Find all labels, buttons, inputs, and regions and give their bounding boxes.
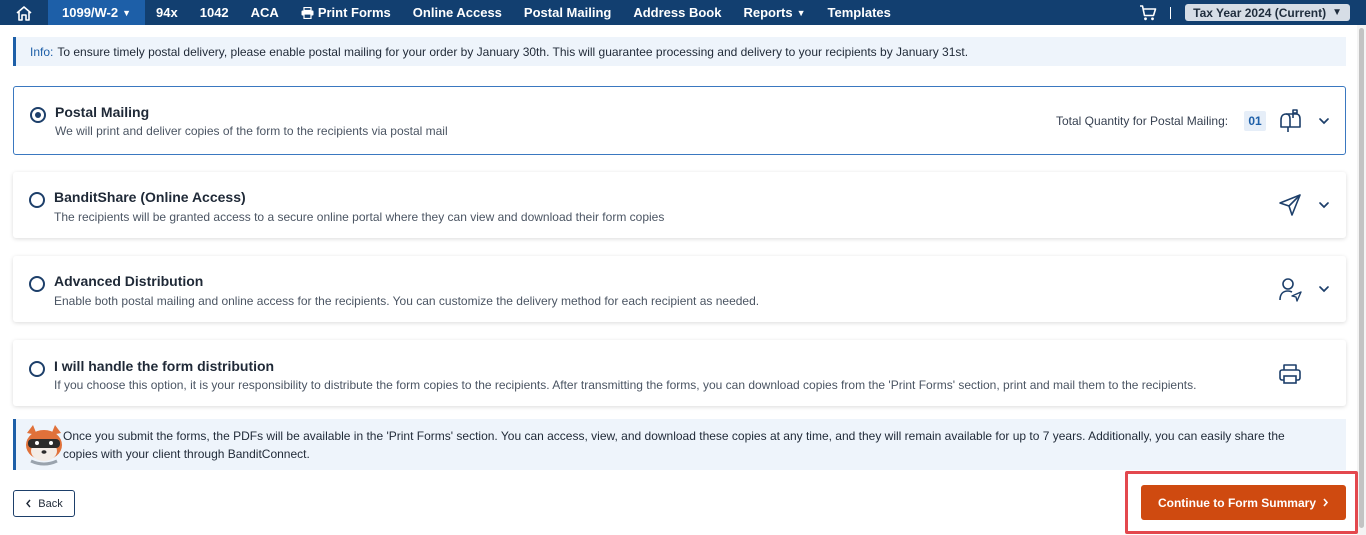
info-label: Info: <box>30 44 54 59</box>
radio-self-distribution[interactable] <box>29 361 45 377</box>
radio-banditshare[interactable] <box>29 192 45 208</box>
quantity-badge: 01 <box>1244 111 1266 131</box>
nav-1042[interactable] <box>189 0 240 25</box>
tax-year-label: Tax Year 2024 (Current) <box>1193 5 1327 20</box>
scrollbar-thumb[interactable] <box>1359 28 1364 528</box>
nav-postal-mailing-label: Postal Mailing <box>523 5 612 20</box>
option-title: Advanced Distribution <box>54 273 204 289</box>
nav-94x-label: 94x <box>156 5 178 20</box>
option-self-distribution[interactable] <box>13 340 1346 406</box>
nav-1042-label: 1042 <box>199 5 229 20</box>
nav-1099-w2[interactable] <box>48 0 145 25</box>
printer-icon <box>301 7 314 19</box>
option-banditshare[interactable] <box>13 172 1346 238</box>
cart-button[interactable] <box>1136 0 1160 25</box>
send-icon <box>1277 192 1303 218</box>
mailbox-icon <box>1277 108 1303 134</box>
note-line-2: copies with your client through BanditConnect. <box>63 447 310 461</box>
caret-down-icon: ▼ <box>796 7 806 18</box>
nav-print-forms[interactable] <box>290 0 402 25</box>
nav-address-book[interactable] <box>622 0 732 25</box>
home-button[interactable] <box>0 0 48 25</box>
nav-94x[interactable] <box>145 0 189 25</box>
chevron-down-icon[interactable] <box>1317 282 1331 296</box>
quantity-label: Total Quantity for Postal Mailing: <box>1056 114 1229 128</box>
option-description: If you choose this option, it is your responsibility to distribute the form copies to the recipients. After transmitting the forms, you can download copies from the 'Print Forms' section, print and mail them to the recipients. <box>54 378 1197 392</box>
divider <box>1170 7 1171 19</box>
user-send-icon <box>1277 276 1303 302</box>
info-banner <box>13 37 1346 66</box>
nav-address-book-label: Address Book <box>633 5 722 20</box>
nav-online-access[interactable] <box>402 0 513 25</box>
option-advanced-distribution[interactable] <box>13 256 1346 322</box>
raccoon-mascot-icon <box>21 421 67 467</box>
back-button[interactable] <box>13 490 75 517</box>
chevron-left-icon <box>25 499 32 508</box>
nav-templates-label: Templates <box>827 5 891 20</box>
chevron-right-icon <box>1322 498 1329 507</box>
nav-1099-w2-label: 1099/W-2 <box>62 5 119 20</box>
nav-aca-label: ACA <box>250 5 279 20</box>
cart-icon <box>1139 5 1157 21</box>
option-description: The recipients will be granted access to a secure online portal where they can view and download their form copies <box>54 210 665 224</box>
back-button-label: Back <box>38 497 63 510</box>
note-line-1: Once you submit the forms, the PDFs will be available in the 'Print Forms' section. You can access, view, and download these copies at any time, and they will remain available for up to 7 years. Additionally, you can easily share the <box>63 429 1285 443</box>
nav-print-forms-label: Print Forms <box>317 5 391 20</box>
home-icon <box>15 5 33 21</box>
nav-postal-mailing[interactable] <box>513 0 622 25</box>
option-title: Postal Mailing <box>55 104 150 120</box>
info-text: To ensure timely postal delivery, please enable postal mailing for your order by January 30th. This will guarantee processing and delivery to your recipients by January 31st. <box>57 44 969 59</box>
caret-down-icon: ▼ <box>1332 7 1342 18</box>
caret-down-icon: ▼ <box>122 7 132 18</box>
option-description: We will print and deliver copies of the form to the recipients via postal mail <box>55 124 448 138</box>
top-navigation <box>0 0 1366 25</box>
radio-postal-mailing[interactable] <box>30 107 46 123</box>
nav-reports-label: Reports <box>743 5 793 20</box>
continue-button-label: Continue to Form Summary <box>1157 495 1316 510</box>
option-title: BanditShare (Online Access) <box>54 189 246 205</box>
printer-icon <box>1277 361 1303 387</box>
nav-online-access-label: Online Access <box>412 5 502 20</box>
chevron-down-icon[interactable] <box>1317 198 1331 212</box>
continue-to-form-summary-button[interactable] <box>1141 485 1346 520</box>
radio-advanced-distribution[interactable] <box>29 276 45 292</box>
note-banner <box>13 419 1346 470</box>
nav-aca[interactable] <box>240 0 290 25</box>
tax-year-select[interactable] <box>1185 4 1350 21</box>
option-description: Enable both postal mailing and online access for the recipients. You can customize the delivery method for each recipient as needed. <box>54 294 760 308</box>
chevron-down-icon[interactable] <box>1317 114 1331 128</box>
nav-reports[interactable] <box>732 0 816 25</box>
option-postal-mailing[interactable] <box>13 86 1346 155</box>
nav-templates[interactable] <box>817 0 902 25</box>
option-title: I will handle the form distribution <box>54 358 275 374</box>
